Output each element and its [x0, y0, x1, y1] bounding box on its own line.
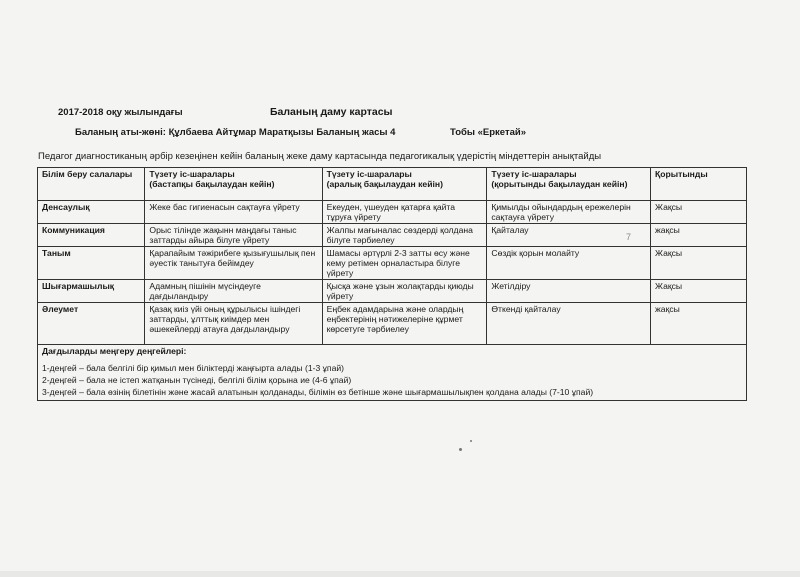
interim-cell: Қысқа және ұзын жолақтарды қиюды үйрету	[322, 280, 487, 303]
document-title: Баланың даму картасы	[270, 106, 393, 118]
interim-cell: Екеуден, үшеуден қатарға қайта тұруға үйрету	[322, 201, 487, 224]
scan-speck	[470, 440, 472, 442]
header-interim	[322, 168, 487, 201]
levels-cell	[38, 345, 747, 401]
interim-cell: Жалпы мағыналас сөздерді қолдана білуге тәрбиелеу	[322, 224, 487, 247]
final-cell: Сөздік қорын молайту	[487, 247, 651, 280]
table-row	[38, 303, 747, 345]
scan-speck	[459, 448, 462, 451]
table-header-row	[38, 168, 747, 201]
development-table	[37, 167, 747, 401]
initial-cell: Жеке бас гигиенасын сақтауға үйрету	[145, 201, 322, 224]
result-cell: Жақсы	[651, 280, 747, 303]
final-cell: Өткенді қайталау	[487, 303, 651, 345]
initial-cell: Орыс тілінде жақынн маңдағы таныс заттарды айыра білуге үйрету	[145, 224, 322, 247]
header-area: Білім беру салалары	[38, 168, 145, 201]
levels-row	[38, 345, 747, 401]
area-cell: Денсаулық	[38, 201, 145, 224]
area-cell: Таным	[38, 247, 145, 280]
levels-title: Дағдыларды меңгеру деңгейлері:	[42, 346, 187, 356]
area-cell: Әлеумет	[38, 303, 145, 345]
header-final	[487, 168, 651, 201]
interim-cell: Шамасы әртүрлі 2-3 затты өсу және кему ретімен орналастыра білуге үйрету	[322, 247, 487, 280]
result-cell: Жақсы	[651, 201, 747, 224]
header-final-text: Түзету іс-шаралары (қорытынды бақылаудан кейін)	[491, 169, 628, 189]
level-2: 2-деңгей – бала не істеп жатқанын түсінеді, белгілі білім қорына ие (4-6 ұпай)	[42, 375, 352, 385]
final-cell: Қайталау	[487, 224, 651, 247]
header-result: Қорытынды	[651, 168, 747, 201]
table-row	[38, 280, 747, 303]
initial-cell: Адамның пішінін мүсіндеуге дағдыландыру	[145, 280, 322, 303]
margin-mark: 7	[626, 232, 632, 242]
scan-edge	[0, 571, 800, 577]
child-info: Баланың аты-жөні: Құлбаева Айтұмар Маратқызы Баланың жасы 4	[75, 127, 396, 138]
intro-text: Педагог диагностиканың әрбір кезеңінен кейін баланың жеке даму картасында педагогикалық үдерістің міндеттерін анықтайды	[38, 151, 602, 162]
header-interim-text: Түзету іс-шаралары (аралық бақылаудан кейін)	[326, 169, 443, 189]
initial-cell: Қарапайым тәжірибеге қызығушылық пен әуестік танытуға бейімдеу	[145, 247, 322, 280]
header-initial	[145, 168, 322, 201]
header-initial-text: Түзету іс-шаралары (бастапқы бақылаудан кейін)	[149, 169, 275, 189]
academic-year: 2017-2018 оқу жылындағы	[58, 107, 183, 118]
table-row	[38, 224, 747, 247]
level-1: 1-деңгей – бала белгілі бір қимыл мен біліктерді жаңғырта алады (1-3 ұпай)	[42, 363, 345, 373]
level-3: 3-деңгей – бала өзінің білетінін және жасай алатынын қолданады, білімін өз бетінше және шығармашылықпен қолдана алады (7-10 ұпай)	[42, 387, 594, 397]
result-cell: Жақсы	[651, 247, 747, 280]
result-cell: жақсы	[651, 303, 747, 345]
final-cell: Қимылды ойындардың ережелерін сақтауға үйрету	[487, 201, 651, 224]
table-row	[38, 201, 747, 224]
initial-cell: Қазақ киіз үйі оның құрылысы ішіндегі заттарды, ұлттық киімдер мен әшекейлерді атауға дағдыландыру	[145, 303, 322, 345]
area-cell: Коммуникация	[38, 224, 145, 247]
final-cell: Жетілдіру	[487, 280, 651, 303]
interim-cell: Еңбек адамдарына және олардың еңбектерінің нәтижелеріне құрмет көрсетуге тәрбиелеу	[322, 303, 487, 345]
area-cell: Шығармашылық	[38, 280, 145, 303]
table-row	[38, 247, 747, 280]
result-cell: жақсы	[651, 224, 747, 247]
group-name: Тобы «Еркетай»	[450, 127, 527, 138]
